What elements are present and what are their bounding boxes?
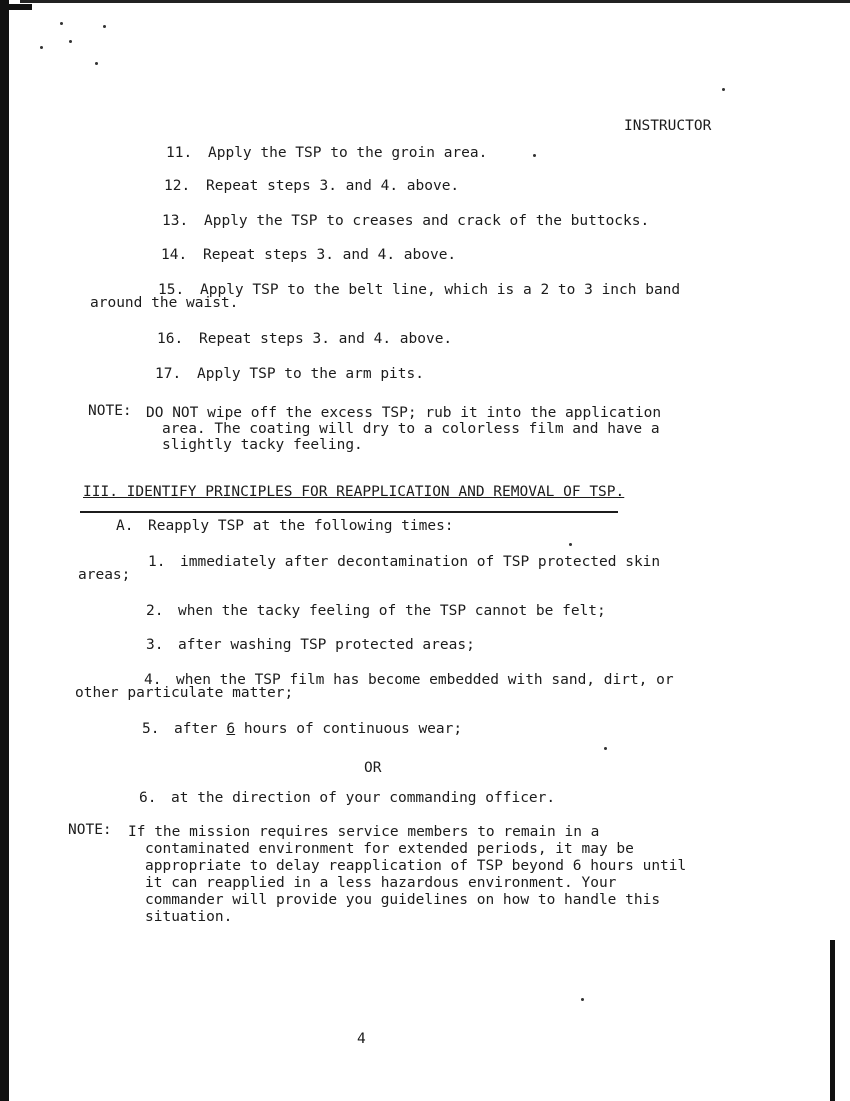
item-text: when the TSP film has become embedded with sand, dirt, or — [176, 672, 674, 688]
step-number: 17. — [155, 366, 182, 382]
item-number: 3. — [146, 637, 164, 653]
step-text: Apply the TSP to the groin area. — [208, 145, 488, 161]
hours-value: 6 — [226, 721, 236, 737]
note2-line: contaminated environment for extended periods, it may be — [145, 841, 634, 857]
step-16 — [157, 331, 452, 348]
time-item-3 — [146, 637, 475, 654]
item-text: after washing TSP protected areas; — [178, 637, 475, 653]
page-number: 4 — [357, 1031, 366, 1047]
step-15-continuation: around the waist. — [90, 295, 239, 311]
note2-label: NOTE: — [68, 822, 112, 838]
time-item-1-continuation: areas; — [78, 567, 131, 583]
scan-speck — [533, 154, 536, 157]
scan-speck — [604, 747, 607, 750]
note2-line: it can reapplied in a less hazardous environment. Your — [145, 875, 617, 891]
note2-line: appropriate to delay reapplication of TSP beyond 6 hours until — [145, 858, 687, 874]
step-number: 11. — [166, 145, 193, 161]
scan-edge-top — [20, 0, 850, 3]
note1-line: slightly tacky feeling. — [162, 437, 363, 453]
step-text: Apply the TSP to creases and crack of the buttocks. — [204, 213, 650, 229]
item-number: 5. — [142, 721, 160, 737]
note1-line: area. The coating will dry to a colorless film and have a — [162, 421, 660, 437]
subsection-a — [116, 518, 454, 535]
section-heading-rule — [80, 511, 618, 513]
scan-speck — [69, 40, 72, 43]
scan-speck — [569, 543, 572, 546]
step-text: Apply TSP to the arm pits. — [197, 366, 424, 382]
instructor-label: INSTRUCTOR — [624, 118, 712, 134]
scan-speck — [103, 25, 106, 28]
step-text: Repeat steps 3. and 4. above. — [203, 247, 457, 263]
note2-line: situation. — [145, 909, 233, 925]
scan-speck — [40, 46, 43, 49]
time-item-6 — [139, 790, 555, 807]
item-text: immediately after decontamination of TSP protected skin — [180, 554, 661, 570]
note1-line: DO NOT wipe off the excess TSP; rub it into the application — [146, 405, 662, 421]
scan-speck — [95, 62, 98, 65]
item-text: at the direction of your commanding officer. — [171, 790, 556, 806]
item-text: when the tacky feeling of the TSP cannot be felt; — [178, 603, 606, 619]
time-item-2 — [146, 603, 606, 620]
step-number: 13. — [162, 213, 189, 229]
step-text: Repeat steps 3. and 4. above. — [199, 331, 453, 347]
item-number: 2. — [146, 603, 164, 619]
time-item-4-continuation: other particulate matter; — [75, 685, 294, 701]
step-number: 14. — [161, 247, 188, 263]
step-13 — [162, 213, 649, 230]
step-12 — [164, 178, 459, 195]
item-number: 4. — [144, 672, 162, 688]
step-text: Repeat steps 3. and 4. above. — [206, 178, 460, 194]
scan-speck — [581, 998, 584, 1001]
step-17 — [155, 366, 424, 383]
step-11 — [166, 145, 487, 162]
step-number: 15. — [158, 282, 185, 298]
step-text: Apply TSP to the belt line, which is a 2 to 3 inch band — [200, 282, 681, 298]
note1-label: NOTE: — [88, 403, 132, 419]
scan-corner-mark — [0, 4, 32, 10]
step-14 — [161, 247, 456, 264]
subsection-text: Reapply TSP at the following times: — [148, 518, 454, 534]
note2-line: If the mission requires service members to remain in a — [128, 824, 600, 840]
section-heading: III. IDENTIFY PRINCIPLES FOR REAPPLICATION AND REMOVAL OF TSP. — [83, 484, 625, 500]
item-text-post: hours of continuous wear; — [235, 721, 463, 737]
scan-edge-left — [0, 0, 9, 1101]
time-item-1 — [148, 554, 660, 571]
time-item-5 — [142, 721, 462, 738]
item-number: 1. — [148, 554, 166, 570]
or-separator: OR — [364, 760, 382, 776]
scan-speck — [722, 88, 725, 91]
note2-line: commander will provide you guidelines on how to handle this — [145, 892, 661, 908]
scan-edge-right — [830, 940, 835, 1101]
item-number: 6. — [139, 790, 157, 806]
scan-speck — [60, 22, 63, 25]
step-number: 12. — [164, 178, 191, 194]
step-number: 16. — [157, 331, 184, 347]
subsection-label: A. — [116, 518, 134, 534]
item-text-pre: after — [174, 721, 227, 737]
